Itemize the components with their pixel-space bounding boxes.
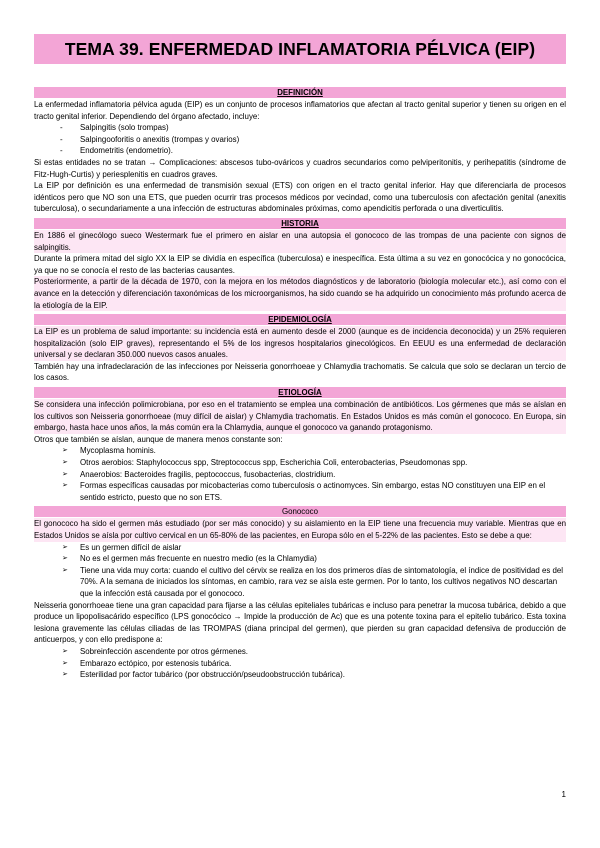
historia-p3: Posteriormente, a partir de la década de 1970, con la mejora en los métodos diagnósticos y de laboratorio (biología molecular etc.), así como con el avance en la detección y diferenciación taxonómicas de los microorganismos, ha sido cuando se ha adquirido un conocimiento más profundo acerca de la etiología de la EIP. xyxy=(34,277,566,310)
list-item: ➢ Es un germen difícil de aislar xyxy=(34,542,566,554)
list-item: ➢ Esterilidad por factor tubárico (por obstrucción/pseudoobstrucción tubárica). xyxy=(34,669,566,681)
section-heading-gonococo: Gonococo xyxy=(34,506,566,517)
section-heading-definicion: DEFINICIÓN xyxy=(34,87,566,98)
section-heading-historia: HISTORIA xyxy=(34,218,566,229)
gonococo-p1: El gonococo ha sido el germen más estudiado (por ser más conocido) y su aislamiento en la EIP tiene una frecuencia muy variable. Mientras que en Estados Unidos se aísla por cultivo cervical en un 65-80% de las pacientes, en Europa sólo en el 5-22% de las pacientes. Esto se debe a que: xyxy=(34,519,566,540)
historia-p1: En 1886 el ginecólogo sueco Westermark fue el primero en aislar en una autopsia el gonococo de las trompas de una paciente con signos de salpingitis. xyxy=(34,230,566,252)
list-item: ➢ Mycoplasma hominis. xyxy=(34,445,566,457)
list-item: ➢ Tiene una vida muy corta: cuando el cultivo del cérvix se realiza en los dos primeros días de sintomatología, el índice de positividad es del 70%. A la semana de iniciados los síntomas, en cambio, rara vez se aísla este germen. Por lo tanto, los cultivos negativos NO descartan que la infección está causada por el gonococo. xyxy=(34,565,566,600)
list-item: - Salpingooforitis o anexitis (trompas y ovarios) xyxy=(34,134,566,146)
page-title: TEMA 39. ENFERMEDAD INFLAMATORIA PÉLVICA (EIP) xyxy=(64,38,536,59)
gonococo-p2: Neisseria gonorrhoeae tiene una gran capacidad para fijarse a las células epiteliales tubáricas e incluso para penetrar la mucosa tubárica, debido a que produce un lipopolisacárido específico (LPS gonocócico → Impide la producción de Ac) que es una potente toxina para el epitelio tubárico. Esta toxina lesiona gravemente las células ciliadas de las TROMPAS (diana principal del germen), que pierden su gran capacidad defensiva de producción de anticuerpos, y con ello predispone a: xyxy=(34,600,566,645)
etiologia-p2: Otros que también se aíslan, aunque de manera menos constante son: xyxy=(34,434,283,444)
document-body xyxy=(34,84,566,681)
list-item: ➢ No es el germen más frecuente en nuestro medio (es la Chlamydia) xyxy=(34,553,566,565)
list-item: ➢ Embarazo ectópico, por estenosis tubárica. xyxy=(34,658,566,670)
list-item: - Salpingitis (solo trompas) xyxy=(34,122,566,134)
definicion-p2: Si estas entidades no se tratan → Complicaciones: abscesos tubo-ováricos y cuadros secundarios como pelviperitonitis, y perihepatitis (síndrome de Fitz-Hugh-Curtis) y periesplenitis en cuadros graves. xyxy=(34,157,566,179)
list-item: ➢ Formas específicas causadas por micobacterias como tuberculosis o actinomyces. Sin embargo, estas NO constituyen una EIP en el sentido estricto, puesto que no son ETS. xyxy=(34,480,566,503)
list-item: ➢ Anaerobios: Bacteroides fragilis, peptococcus, fusobacterias, clostridium. xyxy=(34,469,566,481)
epidemiologia-p1: La EIP es un problema de salud importante: su incidencia está en aumento desde el 2000 (aunque es de incidencia deconocida) y un 25% requieren hospitalización (solo EIP graves), representando el 5% de los ingresos hospitalarios ginecológicos. En EEUU es una enfermedad de declaración universal y se declaran 350.000 nuevos casos anuales. xyxy=(34,327,566,360)
definicion-p3: La EIP por definición es una enfermedad de transmisión sexual (ETS) con origen en el tracto genital inferior. Hay que diferenciarla de procesos idénticos pero que NO son una ETS, que pueden ocurrir tras procesos médicos por vecindad, como una tuberculosis con afectación genital (anexitis tuberculosa), o secundariamente a una infección de estructuras abdominales próximas, como apendicitis perforada o una diverticulitis. xyxy=(34,181,566,214)
list-item: ➢ Sobreinfección ascendente por otros gérmenes. xyxy=(34,646,566,658)
definicion-p1: La enfermedad inflamatoria pélvica aguda (EIP) es un conjunto de procesos inflamatorios que afectan al tracto genital superior y tienen su origen en el tracto genital inferior. Dependiendo del órgano afectado, incluye: xyxy=(34,100,566,121)
list-item: - Endometritis (endometrio). xyxy=(34,145,566,157)
historia-p2: Durante la primera mitad del siglo XX la EIP se dividía en específica (tuberculosa) e inespecífica. Esta última a su vez en gonocócica y no gonocócica, ya que no se conocía el resto de las bacterias causantes. xyxy=(34,254,566,275)
section-heading-etiologia: ETIOLOGÍA xyxy=(34,387,566,398)
page-number: 1 xyxy=(561,790,566,799)
epidemiologia-p2: También hay una infradeclaración de las infecciones por Neisseria gonorrhoeae y Chlamydia trachomatis. Se calcula que solo se declaran un tercio de los casos. xyxy=(34,361,566,383)
list-item: ➢ Otros aerobios: Staphylococcus spp, Streptococcus spp, Escherichia Coli, enterobacterias, Pseudomonas spp. xyxy=(34,457,566,469)
section-heading-epidemiologia: EPIDEMIOLOGÍA xyxy=(34,314,566,325)
etiologia-p1: Se considera una infección polimicrobiana, por eso en el tratamiento se emplea una combinación de antibióticos. Los gérmenes que más se aíslan en los cultivos son Neisseria gonorrhoeae (muy difícil de aislar) y Chlamydia trachomatis. En Estados Unidos es más común el gonococo. En Europa, sin embargo, hasta hace unos años, la más común era la Chlamydia, aunque el gonococo va ganando protagonismo. xyxy=(34,400,566,433)
title-banner xyxy=(34,34,566,64)
